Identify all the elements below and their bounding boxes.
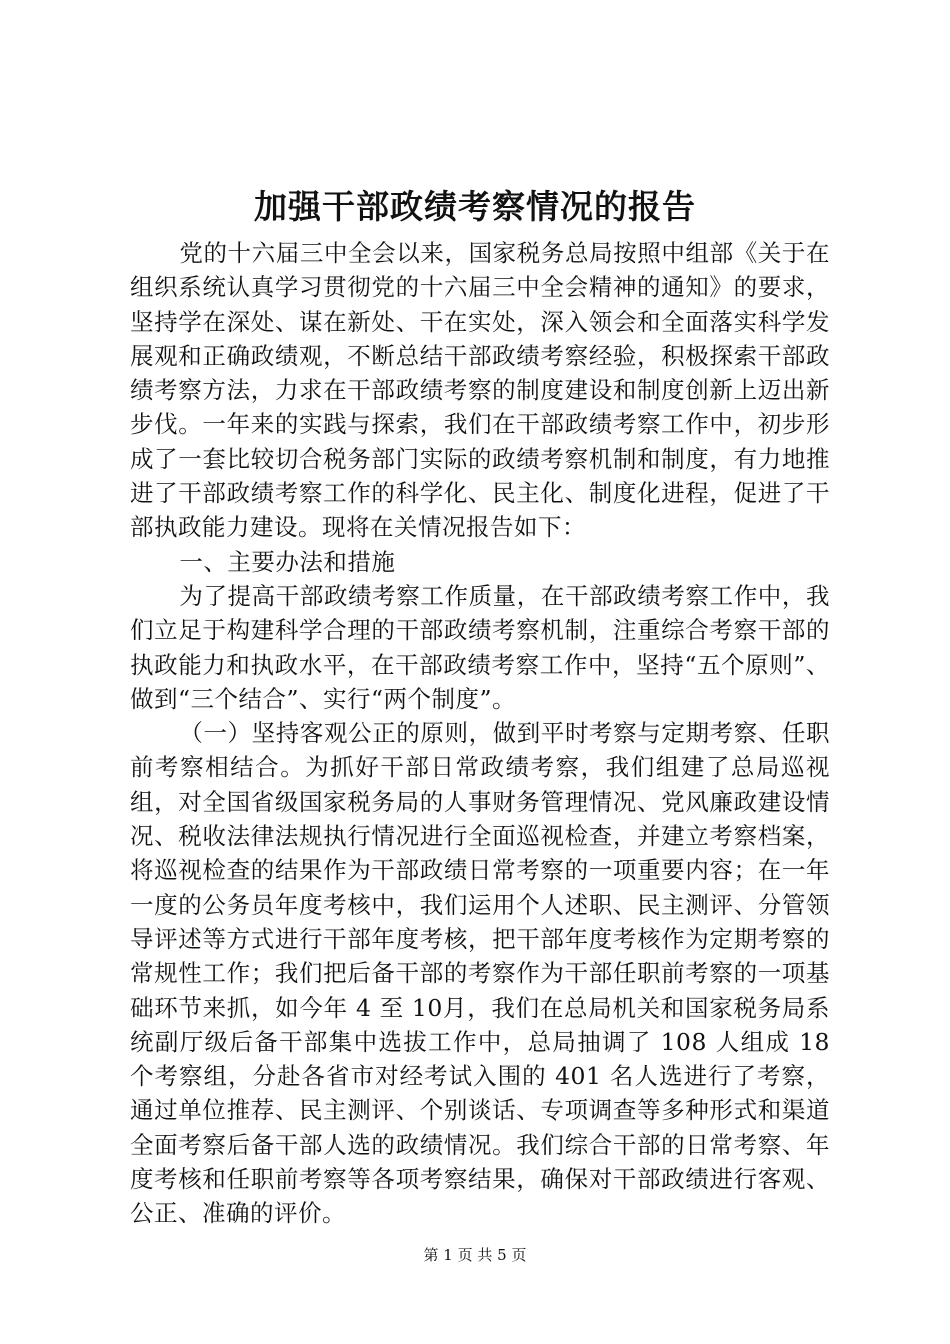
paragraph-subsection-1: （一）坚持客观公正的原则，做到平时考察与定期考察、任职前考察相结合。为抓好干部日常政绩考察，我们组建了总局巡视组，对全国省级国家税务局的人事财务管理情况、党风廉政建设情况、税收法律法规执行情况进行全面巡视检查，并建立考察档案，将巡视检查的结果作为干部政绩日常考察的一项重要内容；在一年一度的公务员年度考核中，我们运用个人述职、民主测评、分管领导评述等方式进行干部年度考核，把干部年度考核作为定期考察的常规性工作；我们把后备干部的考察作为干部任职前考察的一项基础环节来抓，如今年 4 至 10月，我们在总局机关和国家税务局系统副厅级后备干部集中选拔工作中，总局抽调了 108 人组成 18 个考察组，分赴各省市对经考试入围的 401 名人选进行了考察，通过单位推荐、民主测评、个别谈话、专项调查等多种形式和渠道全面考察后备干部人选的政绩情况。我们综合干部的日常考察、年度考核和任职前考察等各项考察结果，确保对干部政绩进行客观、公正、准确的评价。 [130, 719, 830, 1228]
document-body [130, 236, 830, 1231]
paragraph-intro: 党的十六届三中全会以来，国家税务总局按照中组部《关于在组织系统认真学习贯彻党的十六届三中全会精神的通知》的要求，坚持学在深处、谋在新处、干在实处，深入领会和全面落实科学发展观和正确政绩观，不断总结干部政绩考察经验，积极探索干部政绩考察方法，力求在干部政绩考察的制度建设和制度创新上迈出新步伐。一年来的实践与探索，我们在干部政绩考察工作中，初步形成了一套比较切合税务部门实际的政绩考察机制和制度，有力地推进了干部政绩考察工作的科学化、民主化、制度化进程，促进了干部执政能力建设。现将在关情况报告如下： [130, 239, 830, 542]
section-heading-1: 一、主要办法和措施 [179, 547, 396, 576]
page-footer: 第 1 页 共 5 页 [423, 1246, 527, 1264]
document-title: 加强干部政绩考察情况的报告 [254, 187, 696, 226]
paragraph-section-1-intro: 为了提高干部政绩考察工作质量，在干部政绩考察工作中，我们立足于构建科学合理的干部政绩考察机制，注重综合考察干部的执政能力和执政水平，在干部政绩考察工作中，坚持“五个原则”、做到“三个结合”、实行“两个制度”。 [130, 581, 830, 713]
